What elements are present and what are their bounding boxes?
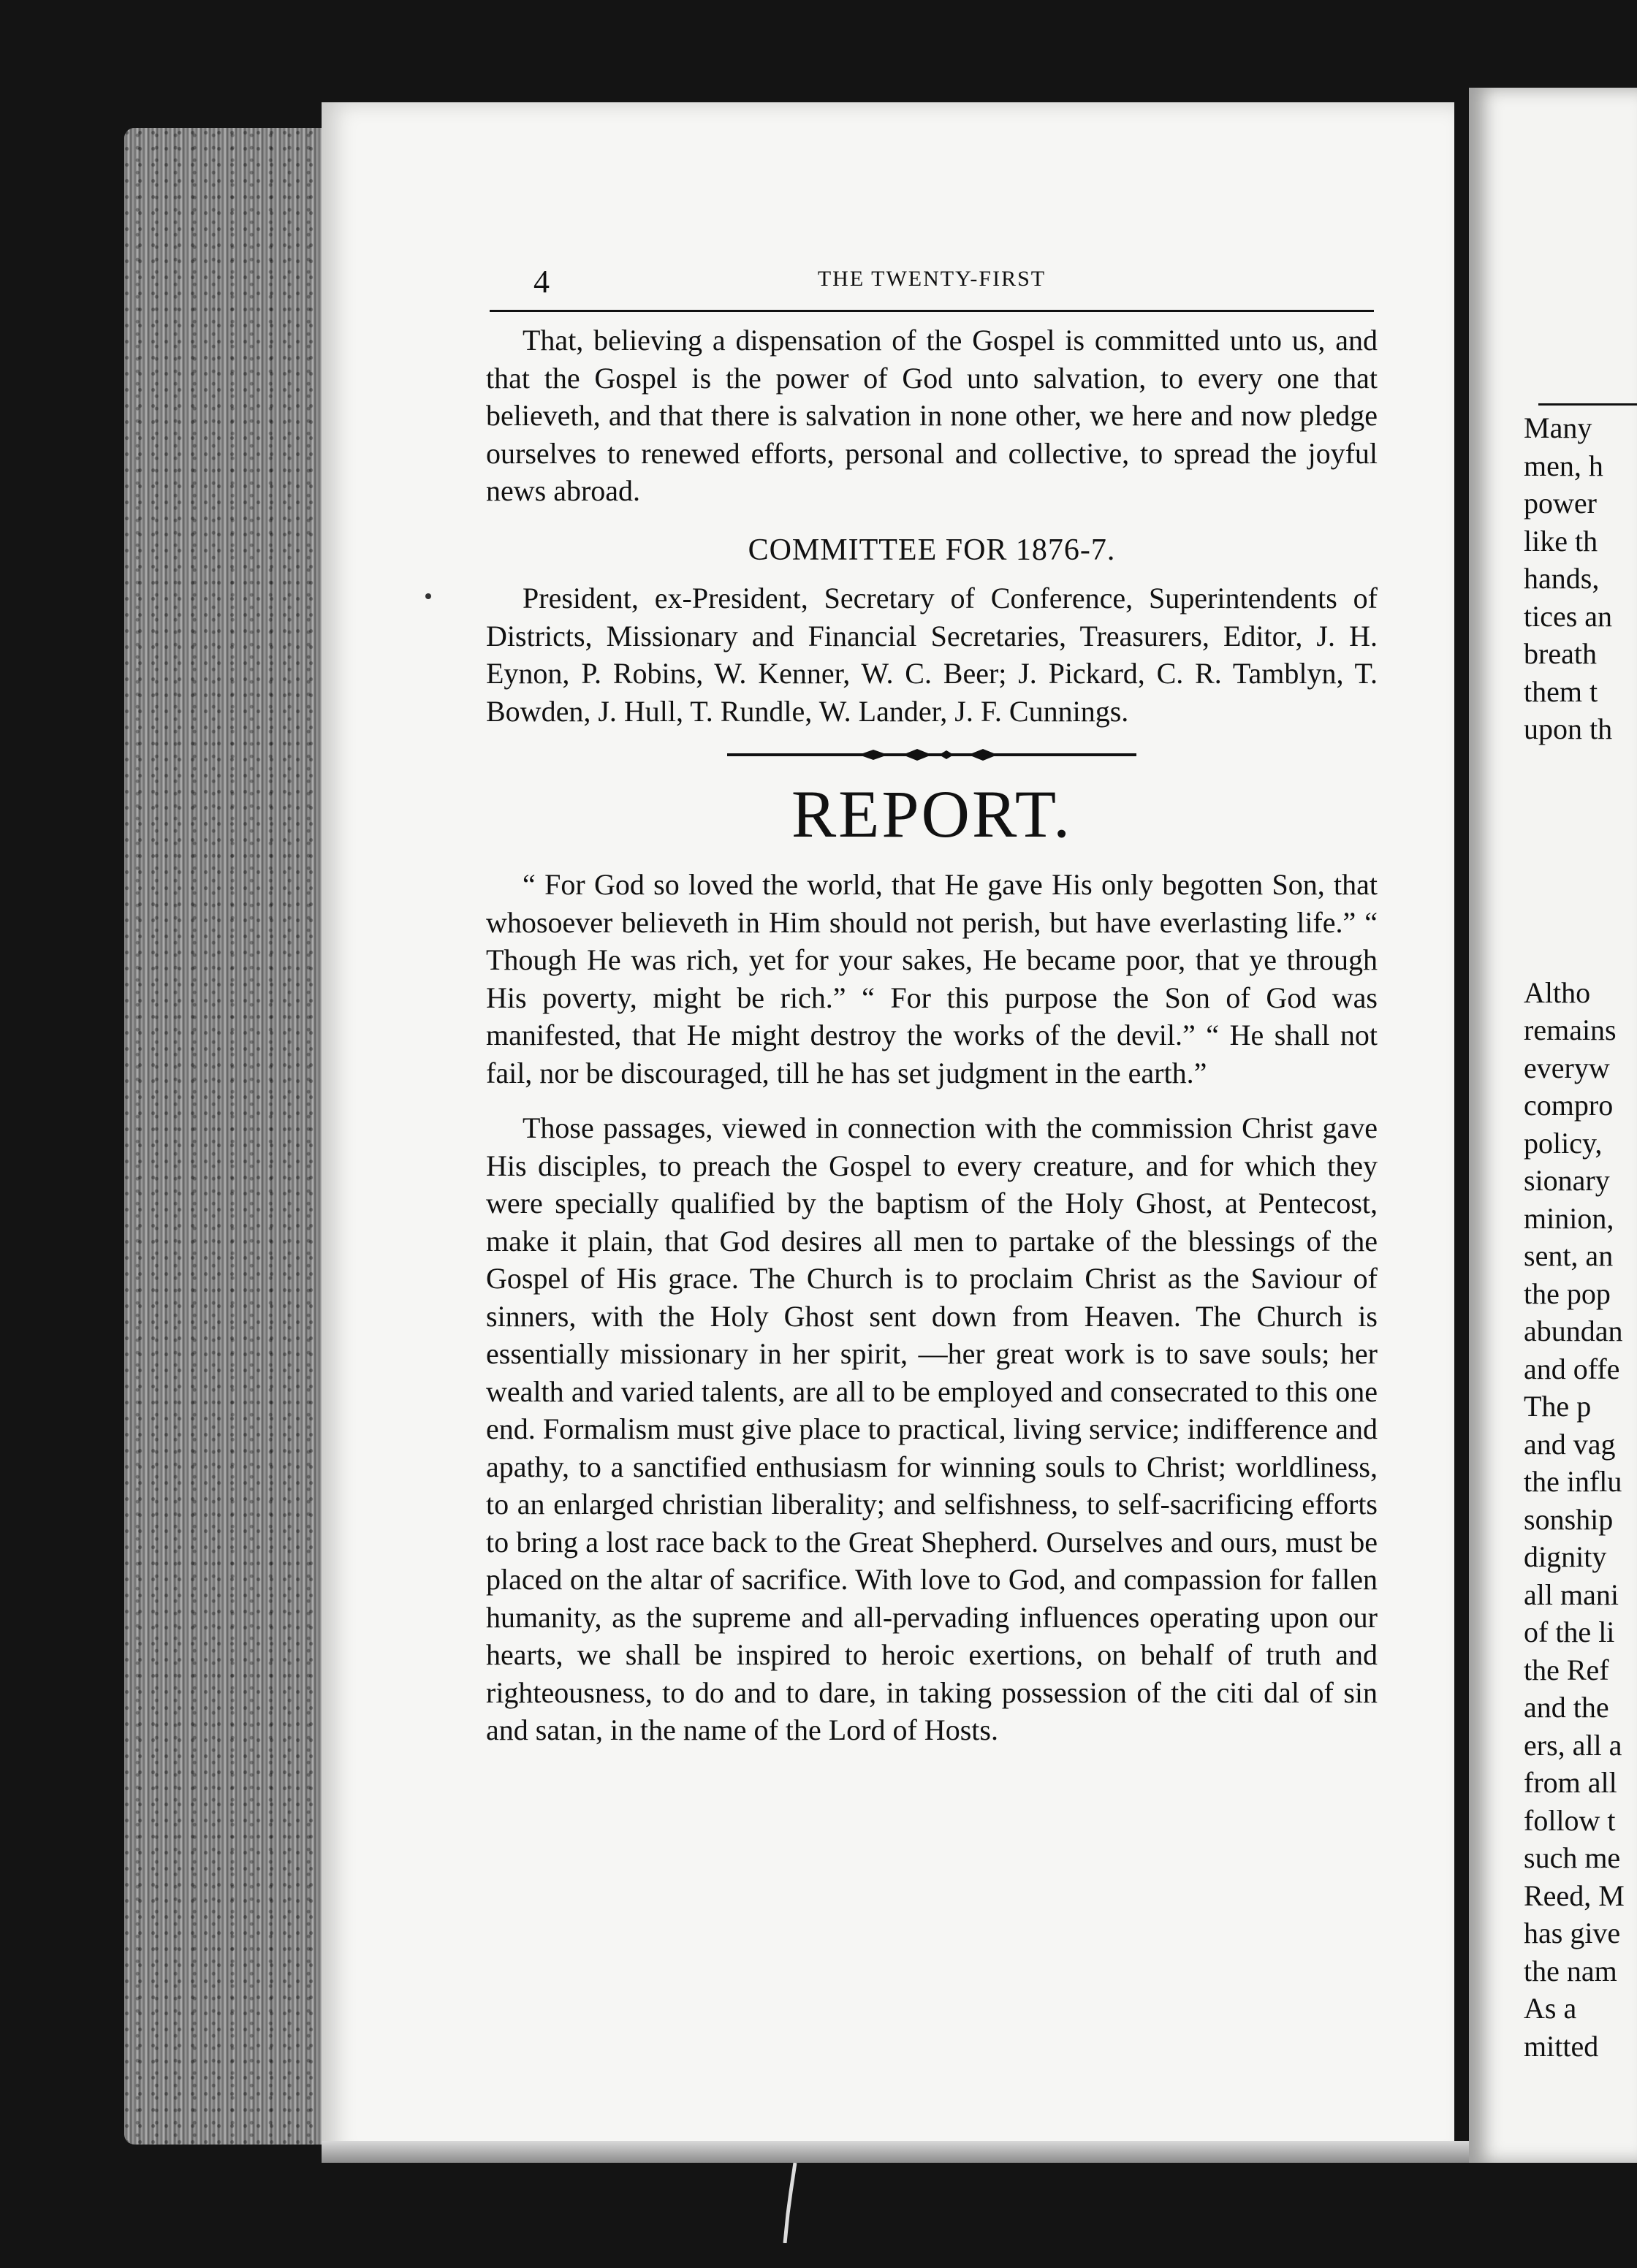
resolution-paragraph: That, believing a dispensation of the Gospel is committed unto us, and that the Gospel is the power of God unto salvation, to every one that believeth, and that there is salvation in none other, we here and now pledge ourselves to renewed efforts, personal and collective, to spread the joyful news abroad. (486, 324, 1378, 507)
scripture-paragraph: “ For God so loved the world, that He gave His only begotten Son, that whosoever believeth in Him should not perish, but have everlasting life.” “ Though He was rich, yet for your sakes, He became poor, that ye through His poverty, might be rich.” “ For this purpose the Son of God was manifested, that He might destroy the works of the devil.” “ He shall not fail, nor be discouraged, till he has set judgment in the earth.” (486, 868, 1378, 1089)
facing-line: remains (1524, 1013, 1617, 1046)
facing-blank-line (1524, 861, 1637, 899)
facing-line: the pop (1524, 1276, 1611, 1310)
facing-line: Many (1524, 411, 1592, 444)
facing-line: hands, (1524, 562, 1600, 595)
facing-line: dignity (1524, 1540, 1607, 1573)
facing-line: sionary (1524, 1164, 1610, 1197)
facing-blank-line (1524, 785, 1637, 823)
facing-line: upon th (1524, 712, 1613, 745)
facing-page-text (1524, 409, 1637, 2065)
facing-line: policy, (1524, 1126, 1603, 1160)
running-head (490, 263, 1374, 314)
facing-line: minion, (1524, 1201, 1614, 1235)
facing-line: men, h (1524, 449, 1603, 482)
facing-line: has give (1524, 1917, 1621, 1949)
header-rule (490, 310, 1374, 312)
facing-line: mitted (1524, 2029, 1599, 2063)
facing-blank-line (1524, 936, 1637, 974)
facing-line: sonship (1524, 1502, 1614, 1536)
facing-line: such me (1524, 1841, 1621, 1874)
facing-line: tices an (1524, 599, 1613, 633)
facing-blank-line (1524, 823, 1637, 861)
facing-line: Reed, M (1524, 1879, 1625, 1912)
facing-line: and offe (1524, 1352, 1620, 1385)
facing-line: the nam (1524, 1954, 1617, 1987)
ornamental-divider (727, 746, 1136, 764)
facing-line: all mani (1524, 1578, 1619, 1611)
facing-blank-line (1524, 748, 1637, 786)
facing-line: the Ref (1524, 1653, 1609, 1686)
facing-line: compro (1524, 1089, 1614, 1122)
facing-line: sent, an (1524, 1239, 1614, 1272)
facing-line: follow t (1524, 1803, 1616, 1837)
facing-line: abundan (1524, 1314, 1623, 1347)
facing-line: The p (1524, 1390, 1592, 1423)
report-heading: REPORT. (791, 777, 1073, 851)
page-edge-texture (124, 128, 343, 2145)
commission-paragraph: Those passages, viewed in connection with the commission Christ gave His disciples, to preach the Gospel to every creature, and for which they were specially qualified by the baptism of the Holy Ghost, at Pentecost, make it plain, that God desires all men to partake of the blessings of the Gospel of His grace. The Church is to proclaim Christ as the Saviour of sinners, with the Holy Ghost sent down from Heaven. The Church is essentially missionary in her spirit, —her great work is to save souls; her wealth and varied talents, are all to be employed and consecrated to this one end. Formalism must give place to practical, living service; indifference and apathy, to a sanctified enthusiasm for winning souls to Christ; worldliness, to an enlarged christian liberality; and selfishness, to self-sacrificing efforts to bring a lost race back to the Great Shepherd. Ourselves and ours, must be placed on the altar of sacrifice. With love to God, and compassion for fallen humanity, as the supreme and all-pervading influences operating upon our hearts, we shall be inspired to heroic exertions, on behalf of truth and righteousness, to do and to dare, in taking possession of the citi dal of sin and satan, in the name of the Lord of Hosts. (486, 1111, 1378, 1746)
facing-line: breath (1524, 637, 1597, 670)
facing-line: As a (1524, 1992, 1577, 2025)
facing-line: ers, all a (1524, 1728, 1622, 1762)
book-page-edges (124, 128, 343, 2145)
facing-line: Altho (1524, 975, 1591, 1009)
running-head-title: THE TWENTY-FIRST (817, 267, 1047, 291)
facing-line: power (1524, 487, 1597, 520)
facing-blank-line (1524, 899, 1637, 937)
book-bottom-edge (322, 2141, 1469, 2163)
facing-line: of the li (1524, 1616, 1615, 1648)
facing-line: from all (1524, 1766, 1617, 1799)
committee-heading: COMMITTEE FOR 1876-7. (748, 533, 1116, 567)
facing-page-rule (1538, 403, 1637, 406)
scan-artifact-mark (780, 2163, 802, 2243)
committee-paragraph: President, ex-President, Secretary of Conference, Superintendents of Districts, Missionary and Financial Secretaries, Treasurers, Editor, J. H. Eynon, P. Robins, W. Kenner, W. C. Beer; J. Pickard, C. R. Tamblyn, T. Bowden, J. Hull, T. Rundle, W. Lander, J. F. Cunnings. (486, 582, 1378, 728)
facing-line: and vag (1524, 1427, 1616, 1461)
facing-line: them t (1524, 674, 1598, 708)
right-page (1469, 88, 1637, 2163)
page-number: 4 (533, 264, 550, 300)
dust-speck (425, 593, 431, 599)
page-body (486, 321, 1378, 1749)
facing-line: like th (1524, 524, 1598, 558)
facing-line: and the (1524, 1691, 1609, 1724)
facing-line: the influ (1524, 1465, 1622, 1498)
facing-line: everyw (1524, 1051, 1610, 1084)
